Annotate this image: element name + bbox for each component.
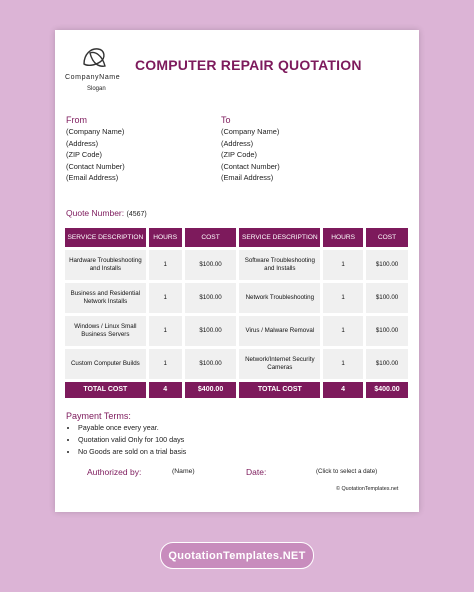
to-email-address[interactable]: (Email Address)	[221, 173, 274, 182]
from-contact-number[interactable]: (Contact Number)	[66, 161, 125, 171]
company-name: CompanyName	[65, 74, 121, 81]
quote-number-label: Quote Number:	[66, 208, 125, 218]
quote-number	[66, 208, 147, 218]
from-email-address[interactable]: (Email Address)	[66, 173, 119, 182]
total-hours: 4	[149, 382, 182, 398]
authorized-by-name[interactable]: (Name)	[172, 468, 195, 475]
payment-term[interactable]: • Payable once every year.	[78, 422, 186, 434]
date-picker[interactable]: (Click to select a date)	[316, 468, 378, 475]
hours-cell[interactable]: 1	[323, 349, 363, 379]
service-description-cell[interactable]: Software Troubleshooting and Installs	[239, 250, 320, 280]
total-cost: $400.00	[366, 382, 408, 398]
service-description-cell[interactable]: Network/Internet Security Cameras	[239, 349, 320, 379]
header-service-description: SERVICE DESCRIPTION	[239, 228, 320, 247]
table-row	[65, 349, 408, 379]
total-cost: $400.00	[185, 382, 237, 398]
cost-cell[interactable]: $100.00	[366, 250, 408, 280]
payment-terms-title: Payment Terms:	[66, 411, 131, 421]
from-heading: From	[66, 115, 87, 125]
header-hours: HOURS	[323, 228, 363, 247]
cost-cell[interactable]: $100.00	[185, 349, 237, 379]
header-cost: COST	[366, 228, 408, 247]
hours-cell[interactable]: 1	[149, 283, 182, 313]
date-label: Date:	[246, 467, 267, 477]
quotation-document	[55, 30, 419, 512]
hours-cell[interactable]: 1	[149, 316, 182, 346]
hours-cell[interactable]: 1	[149, 349, 182, 379]
cost-cell[interactable]: $100.00	[185, 250, 237, 280]
company-logo-icon	[81, 46, 109, 70]
to-zip-code[interactable]: (ZIP Code)	[221, 150, 258, 159]
payment-term[interactable]: • No Goods are sold on a trial basis	[78, 446, 186, 458]
total-label: TOTAL COST	[239, 382, 320, 398]
authorized-by-label: Authorized by:	[87, 467, 142, 477]
cost-cell[interactable]: $100.00	[185, 283, 237, 313]
to-block	[221, 114, 280, 184]
from-company-name[interactable]: (Company Name)	[66, 127, 125, 136]
services-table	[62, 225, 411, 401]
table-row	[65, 283, 408, 313]
to-company-name[interactable]: (Company Name)	[221, 127, 280, 136]
service-description-cell[interactable]: Business and Residential Network Installs	[65, 283, 146, 313]
service-description-cell[interactable]: Network Troubleshooting	[239, 283, 320, 313]
cost-cell[interactable]: $100.00	[366, 283, 408, 313]
header-service-description: SERVICE DESCRIPTION	[65, 228, 146, 247]
from-block	[66, 114, 125, 184]
payment-terms-list	[66, 422, 186, 457]
from-zip-code[interactable]: (ZIP Code)	[66, 150, 103, 159]
to-contact-number[interactable]: (Contact Number)	[221, 161, 280, 171]
cost-cell[interactable]: $100.00	[185, 316, 237, 346]
header-hours: HOURS	[149, 228, 182, 247]
hours-cell[interactable]: 1	[149, 250, 182, 280]
cost-cell[interactable]: $100.00	[366, 316, 408, 346]
table-row	[65, 316, 408, 346]
service-description-cell[interactable]: Virus / Malware Removal	[239, 316, 320, 346]
total-row	[65, 382, 408, 398]
from-address[interactable]: (Address)	[66, 138, 99, 148]
hours-cell[interactable]: 1	[323, 283, 363, 313]
service-description-cell[interactable]: Hardware Troubleshooting and Installs	[65, 250, 146, 280]
table-row	[65, 250, 408, 280]
service-description-cell[interactable]: Windows / Linux Small Business Servers	[65, 316, 146, 346]
document-title: COMPUTER REPAIR QUOTATION	[135, 57, 362, 73]
quote-number-value[interactable]: (4567)	[126, 211, 147, 218]
brand-watermark: QuotationTemplates.NET	[160, 542, 314, 569]
hours-cell[interactable]: 1	[323, 250, 363, 280]
cost-cell[interactable]: $100.00	[366, 349, 408, 379]
table-header-row	[65, 228, 408, 247]
to-address[interactable]: (Address)	[221, 138, 254, 148]
service-description-cell[interactable]: Custom Computer Builds	[65, 349, 146, 379]
copyright-notice: © QuotationTemplates.net	[336, 486, 399, 492]
payment-term[interactable]: • Quotation valid Only for 100 days	[78, 434, 186, 446]
header-cost: COST	[185, 228, 237, 247]
to-heading: To	[221, 115, 231, 125]
hours-cell[interactable]: 1	[323, 316, 363, 346]
total-label: TOTAL COST	[65, 382, 146, 398]
total-hours: 4	[323, 382, 363, 398]
company-slogan: Slogan	[87, 86, 106, 92]
